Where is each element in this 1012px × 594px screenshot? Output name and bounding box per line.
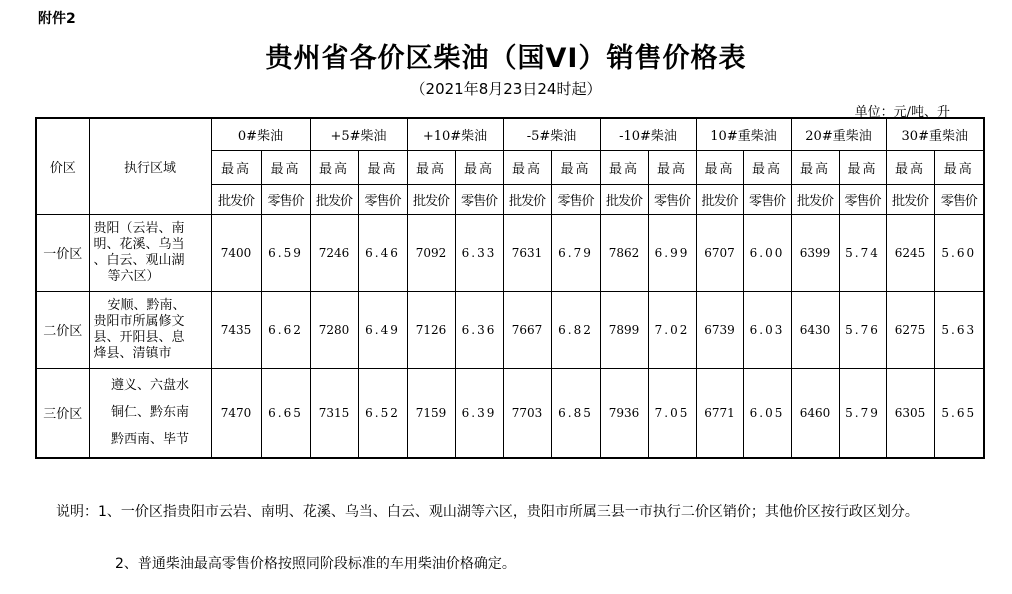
wholesale-price: 6430 <box>791 291 839 368</box>
region-cell <box>89 368 211 458</box>
retail-price: 6.49 <box>358 291 407 368</box>
header-top: 最高 <box>791 150 839 184</box>
retail-price: 6.99 <box>648 214 696 291</box>
wholesale-price: 7631 <box>503 214 551 291</box>
header-fuel-0: 0#柴油 <box>211 118 310 150</box>
wholesale-price: 7703 <box>503 368 551 458</box>
unit-label: 单位：元/吨、升 <box>854 105 950 120</box>
retail-price: 5.60 <box>934 214 984 291</box>
wholesale-price: 7159 <box>407 368 455 458</box>
header-wholesale: 批发价 <box>600 184 648 214</box>
header-fuel-heavy20: 20#重柴油 <box>791 118 886 150</box>
wholesale-price: 6399 <box>791 214 839 291</box>
header-wholesale: 批发价 <box>407 184 455 214</box>
wholesale-price: 6245 <box>886 214 934 291</box>
region-line: 烽县、清镇市 <box>93 345 172 361</box>
header-top: 最高 <box>455 150 503 184</box>
effective-date: （2021年8月23日24时起） <box>410 80 602 98</box>
header-top: 最高 <box>600 150 648 184</box>
attachment-label: 附件2 <box>38 11 76 27</box>
price-table <box>35 117 985 459</box>
region-line: 明、花溪、乌当 <box>93 236 185 252</box>
retail-price: 6.46 <box>358 214 407 291</box>
region-line: 铜仁、黔东南 <box>110 405 189 421</box>
header-retail: 零售价 <box>455 184 503 214</box>
header-wholesale: 批发价 <box>696 184 743 214</box>
retail-price: 5.76 <box>839 291 886 368</box>
wholesale-price: 6305 <box>886 368 934 458</box>
retail-price: 5.65 <box>934 368 984 458</box>
header-zone: 价区 <box>36 118 89 214</box>
header-retail: 零售价 <box>648 184 696 214</box>
wholesale-price: 6739 <box>696 291 743 368</box>
page-title: 贵州省各价区柴油（国VI）销售价格表 <box>265 43 747 74</box>
header-top: 最高 <box>551 150 600 184</box>
header-fuel-plus10: +10#柴油 <box>407 118 503 150</box>
wholesale-price: 7435 <box>211 291 261 368</box>
wholesale-price: 7246 <box>310 214 358 291</box>
header-top: 最高 <box>696 150 743 184</box>
header-retail: 零售价 <box>358 184 407 214</box>
table-row <box>36 368 984 458</box>
header-top: 最高 <box>648 150 696 184</box>
retail-price: 6.52 <box>358 368 407 458</box>
header-retail: 零售价 <box>261 184 310 214</box>
region-cell <box>89 291 211 368</box>
notes-paragraph: 说明：1、一价区指贵阳市云岩、南明、花溪、乌当、白云、观山湖等六区，贵阳市所属三县一市执行二价区销价；其他价区按行政区划分。 <box>56 504 919 520</box>
header-wholesale: 批发价 <box>310 184 358 214</box>
zone-label: 一价区 <box>36 214 89 291</box>
header-wholesale: 批发价 <box>211 184 261 214</box>
region-line: 安顺、黔南、 <box>107 297 186 313</box>
retail-price: 6.62 <box>261 291 310 368</box>
header-fuel-heavy10: 10#重柴油 <box>696 118 791 150</box>
table-row <box>36 214 984 291</box>
wholesale-price: 7899 <box>600 291 648 368</box>
region-cell <box>89 214 211 291</box>
region-line: 、白云、观山湖 <box>93 252 185 268</box>
wholesale-price: 7667 <box>503 291 551 368</box>
table-row <box>36 291 984 368</box>
header-top: 最高 <box>743 150 791 184</box>
retail-price: 6.36 <box>455 291 503 368</box>
retail-price: 6.59 <box>261 214 310 291</box>
retail-price: 6.33 <box>455 214 503 291</box>
wholesale-price: 7280 <box>310 291 358 368</box>
retail-price: 6.82 <box>551 291 600 368</box>
retail-price: 6.39 <box>455 368 503 458</box>
wholesale-price: 7400 <box>211 214 261 291</box>
header-top: 最高 <box>886 150 934 184</box>
retail-price: 5.63 <box>934 291 984 368</box>
retail-price: 6.05 <box>743 368 791 458</box>
retail-price: 6.79 <box>551 214 600 291</box>
region-line: 贵阳市所属修文 <box>93 313 185 329</box>
header-fuel-minus5: -5#柴油 <box>503 118 600 150</box>
wholesale-price: 7126 <box>407 291 455 368</box>
header-top: 最高 <box>407 150 455 184</box>
retail-price: 6.65 <box>261 368 310 458</box>
retail-price: 5.74 <box>839 214 886 291</box>
wholesale-price: 7862 <box>600 214 648 291</box>
header-region: 执行区域 <box>89 118 211 214</box>
header-row-fuels <box>36 118 984 150</box>
header-wholesale: 批发价 <box>791 184 839 214</box>
wholesale-price: 6707 <box>696 214 743 291</box>
header-fuel-plus5: +5#柴油 <box>310 118 407 150</box>
retail-price: 6.00 <box>743 214 791 291</box>
retail-price: 7.05 <box>648 368 696 458</box>
header-retail: 零售价 <box>839 184 886 214</box>
header-top: 最高 <box>358 150 407 184</box>
header-wholesale: 批发价 <box>503 184 551 214</box>
region-line: 黔西南、毕节 <box>110 432 189 448</box>
header-retail: 零售价 <box>551 184 600 214</box>
region-line: 贵阳（云岩、南 <box>93 220 185 236</box>
zone-label: 二价区 <box>36 291 89 368</box>
region-line: 遵义、六盘水 <box>110 378 189 394</box>
wholesale-price: 7092 <box>407 214 455 291</box>
zone-label: 三价区 <box>36 368 89 458</box>
header-fuel-minus10: -10#柴油 <box>600 118 696 150</box>
region-line: 等六区） <box>107 268 160 284</box>
retail-price: 7.02 <box>648 291 696 368</box>
header-top: 最高 <box>839 150 886 184</box>
wholesale-price: 7936 <box>600 368 648 458</box>
wholesale-price: 7470 <box>211 368 261 458</box>
header-top: 最高 <box>211 150 261 184</box>
header-fuel-heavy30: 30#重柴油 <box>886 118 984 150</box>
wholesale-price: 7315 <box>310 368 358 458</box>
header-top: 最高 <box>261 150 310 184</box>
wholesale-price: 6275 <box>886 291 934 368</box>
retail-price: 5.79 <box>839 368 886 458</box>
header-top: 最高 <box>934 150 984 184</box>
region-line: 县、开阳县、息 <box>93 329 185 345</box>
header-top: 最高 <box>503 150 551 184</box>
wholesale-price: 6460 <box>791 368 839 458</box>
header-retail: 零售价 <box>743 184 791 214</box>
notes-paragraph-2: 2、普通柴油最高零售价格按照同阶段标准的车用柴油价格确定。 <box>115 556 516 572</box>
header-retail: 零售价 <box>934 184 984 214</box>
retail-price: 6.85 <box>551 368 600 458</box>
wholesale-price: 6771 <box>696 368 743 458</box>
retail-price: 6.03 <box>743 291 791 368</box>
header-wholesale: 批发价 <box>886 184 934 214</box>
header-top: 最高 <box>310 150 358 184</box>
